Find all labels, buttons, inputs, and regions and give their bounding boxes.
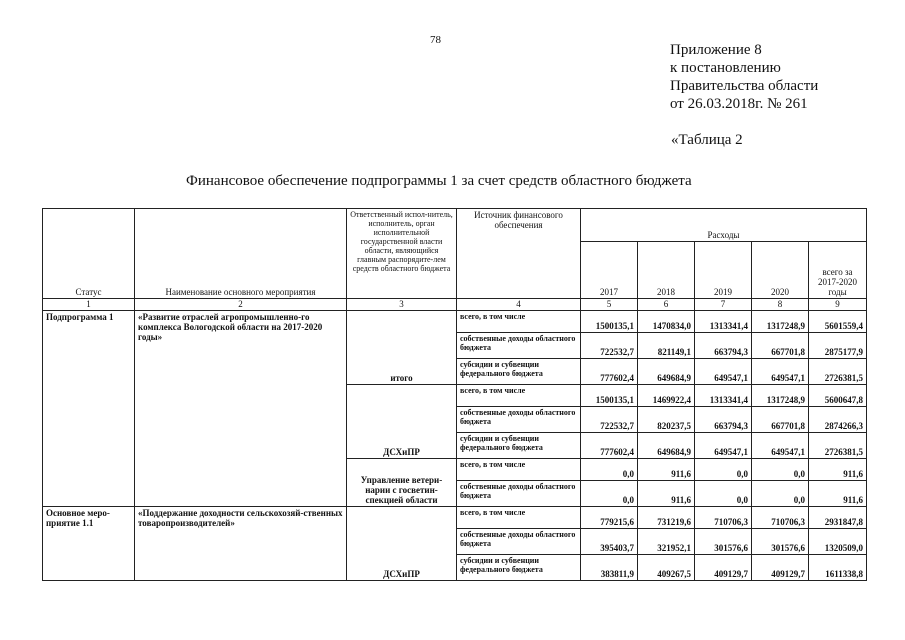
value-cell: 301576,6: [695, 529, 752, 555]
value-cell: 663794,3: [695, 333, 752, 359]
appendix-line: Приложение 8: [670, 42, 762, 58]
header-year-2019: 2019: [695, 242, 752, 299]
header-year-2020: 2020: [752, 242, 809, 299]
value-cell: 663794,3: [695, 407, 752, 433]
value-cell: 0,0: [752, 459, 809, 481]
row-source: собственные доходы областного бюджета: [457, 407, 581, 433]
row-source: собственные доходы областного бюджета: [457, 529, 581, 555]
row-source: всего, в том числе: [457, 507, 581, 529]
column-index: 5: [581, 299, 638, 311]
value-cell: 1317248,9: [752, 385, 809, 407]
financing-table: [42, 208, 867, 581]
value-cell: 0,0: [752, 481, 809, 507]
appendix-line: к постановлению: [670, 60, 781, 76]
appendix-line: от 26.03.2018г. № 261: [670, 96, 808, 112]
document-title: Финансовое обеспечение подпрограммы 1 за счет средств областного бюджета: [186, 173, 692, 189]
value-cell: 779215,6: [581, 507, 638, 529]
header-name: Наименование основного мероприятия: [135, 209, 347, 299]
value-cell: 911,6: [809, 459, 867, 481]
value-cell: 710706,3: [752, 507, 809, 529]
value-cell: 409267,5: [638, 555, 695, 581]
value-cell: 2874266,3: [809, 407, 867, 433]
value-cell: 5600647,8: [809, 385, 867, 407]
header-source: Источник финансового обеспечения: [457, 209, 581, 299]
column-index: 1: [43, 299, 135, 311]
appendix-line: Правительства области: [670, 78, 819, 94]
value-cell: 1500135,1: [581, 385, 638, 407]
value-cell: 649547,1: [752, 433, 809, 459]
value-cell: 911,6: [638, 481, 695, 507]
value-cell: 0,0: [581, 481, 638, 507]
value-cell: 0,0: [695, 481, 752, 507]
value-cell: 777602,4: [581, 433, 638, 459]
value-cell: 710706,3: [695, 507, 752, 529]
row-executor: итого: [347, 311, 457, 385]
column-index: 8: [752, 299, 809, 311]
value-cell: 722532,7: [581, 333, 638, 359]
row-source: всего, в том числе: [457, 459, 581, 481]
value-cell: 731219,6: [638, 507, 695, 529]
column-index: 2: [135, 299, 347, 311]
header-status: Статус: [43, 209, 135, 299]
value-cell: 1611338,8: [809, 555, 867, 581]
value-cell: 321952,1: [638, 529, 695, 555]
value-cell: 301576,6: [752, 529, 809, 555]
value-cell: 395403,7: [581, 529, 638, 555]
value-cell: 820237,5: [638, 407, 695, 433]
value-cell: 383811,9: [581, 555, 638, 581]
value-cell: 2931847,8: [809, 507, 867, 529]
value-cell: 409129,7: [695, 555, 752, 581]
value-cell: 667701,8: [752, 407, 809, 433]
value-cell: 1470834,0: [638, 311, 695, 333]
table-row: [43, 311, 867, 333]
value-cell: 1320509,0: [809, 529, 867, 555]
row-source: субсидии и субвенции федерального бюджета: [457, 433, 581, 459]
value-cell: 2875177,9: [809, 333, 867, 359]
column-index: 3: [347, 299, 457, 311]
row-source: собственные доходы областного бюджета: [457, 481, 581, 507]
row-executor: ДСХиПР: [347, 507, 457, 581]
value-cell: 649684,9: [638, 433, 695, 459]
column-index: 4: [457, 299, 581, 311]
value-cell: 1469922,4: [638, 385, 695, 407]
value-cell: 821149,1: [638, 333, 695, 359]
column-index: 6: [638, 299, 695, 311]
row-executor: Управление ветери-нарии с госветин-спекцией области: [347, 459, 457, 507]
value-cell: 1313341,4: [695, 311, 752, 333]
value-cell: 911,6: [809, 481, 867, 507]
value-cell: 1317248,9: [752, 311, 809, 333]
value-cell: 649547,1: [752, 359, 809, 385]
header-executor: Ответственный испол-нитель, исполнитель, орган исполнительной государственной власти области, являющийся главным распорядите-лем средств областного бюджета: [347, 209, 457, 299]
page-number: 78: [430, 34, 441, 46]
value-cell: 0,0: [695, 459, 752, 481]
column-index: 7: [695, 299, 752, 311]
table-row: [43, 507, 867, 529]
value-cell: 1313341,4: [695, 385, 752, 407]
value-cell: 777602,4: [581, 359, 638, 385]
value-cell: 5601559,4: [809, 311, 867, 333]
value-cell: 649547,1: [695, 359, 752, 385]
row-source: субсидии и субвенции федерального бюджета: [457, 555, 581, 581]
value-cell: 911,6: [638, 459, 695, 481]
row-status: Основное меро-приятие 1.1: [43, 507, 135, 581]
appendix-header: [670, 41, 818, 113]
table-reference: «Таблица 2: [671, 132, 743, 148]
row-status: Подпрограмма 1: [43, 311, 135, 507]
header-total: всего за 2017-2020 годы: [809, 242, 867, 299]
value-cell: 0,0: [581, 459, 638, 481]
value-cell: 649684,9: [638, 359, 695, 385]
header-year-2018: 2018: [638, 242, 695, 299]
row-name: «Развитие отраслей агропромышленно-го комплекса Вологодской области на 2017-2020 годы»: [135, 311, 347, 507]
row-source: субсидии и субвенции федерального бюджета: [457, 359, 581, 385]
value-cell: 649547,1: [695, 433, 752, 459]
row-source: всего, в том числе: [457, 311, 581, 333]
value-cell: 2726381,5: [809, 433, 867, 459]
row-source: всего, в том числе: [457, 385, 581, 407]
header-year-2017: 2017: [581, 242, 638, 299]
value-cell: 667701,8: [752, 333, 809, 359]
value-cell: 2726381,5: [809, 359, 867, 385]
row-name: «Поддержание доходности сельскохозяй-ственных товаропроизводителей»: [135, 507, 347, 581]
row-executor: ДСХиПР: [347, 385, 457, 459]
header-expenses: Расходы: [581, 209, 867, 242]
column-index: 9: [809, 299, 867, 311]
value-cell: 409129,7: [752, 555, 809, 581]
value-cell: 1500135,1: [581, 311, 638, 333]
value-cell: 722532,7: [581, 407, 638, 433]
row-source: собственные доходы областного бюджета: [457, 333, 581, 359]
